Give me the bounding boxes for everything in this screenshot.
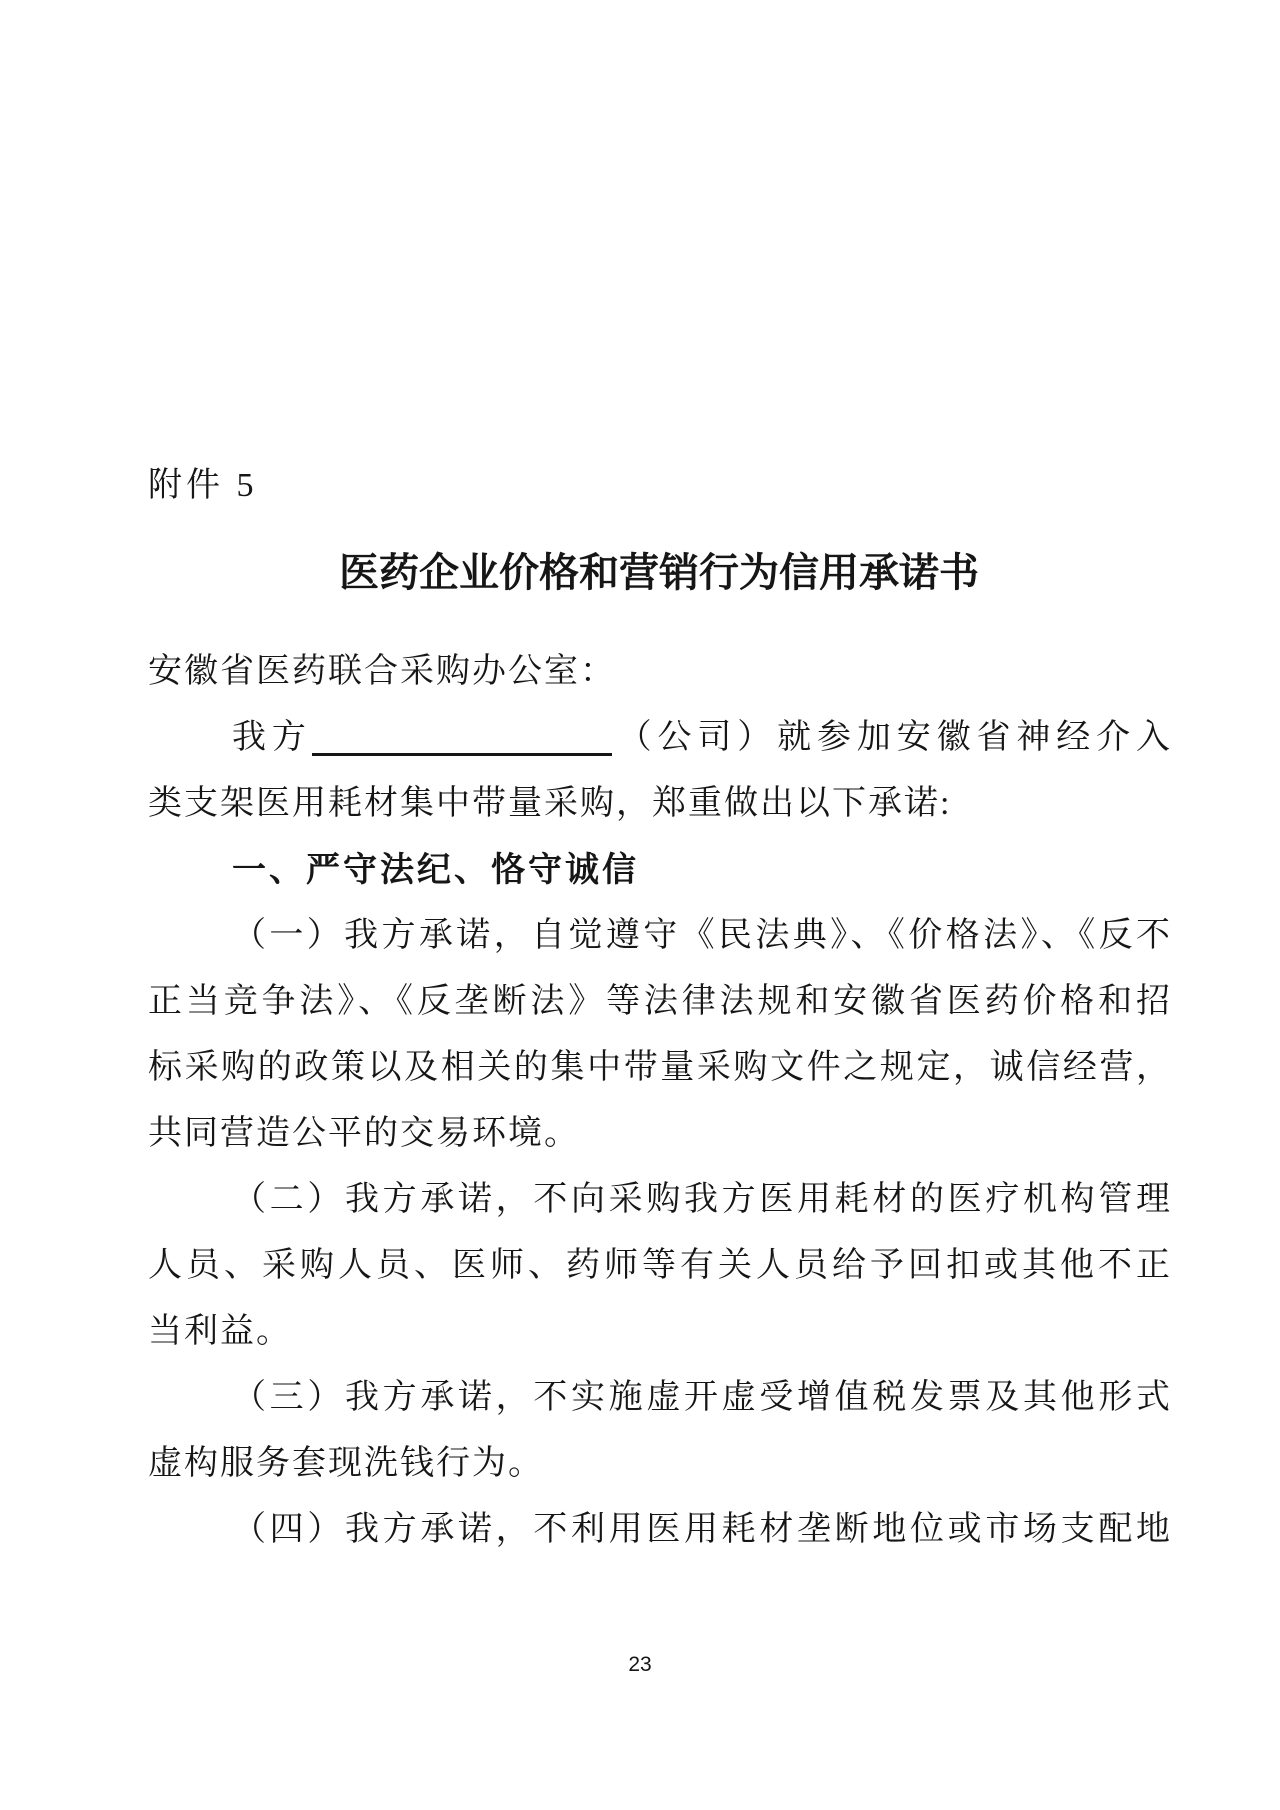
intro-tail: （公司）就参加安徽省神经介入 [611, 719, 1170, 756]
clause-4-line-1: （四）我方承诺，不利用医用耗材垄断地位或市场支配地 [232, 1511, 1170, 1548]
clause-1-line-3: 标采购的政策以及相关的集中带量采购文件之规定，诚信经营， [148, 1049, 1170, 1086]
intro-lead: 我方 [232, 719, 312, 756]
body-text [148, 639, 1170, 1563]
document-title: 医药企业价格和营销行为信用承诺书 [339, 550, 979, 595]
clause-1-line-4: 共同营造公平的交易环境。 [148, 1115, 580, 1152]
intro-line-2: 类支架医用耗材集中带量采购，郑重做出以下承诺: [148, 785, 952, 822]
attachment-label: 附件 5 [148, 467, 258, 504]
clause-2-line-3: 当利益。 [148, 1313, 292, 1350]
clause-1-line-1: （一）我方承诺，自觉遵守《民法典》、《价格法》、《反不 [232, 917, 1170, 954]
clause-3-line-1: （三）我方承诺，不实施虚开虚受增值税发票及其他形式 [232, 1379, 1170, 1416]
clause-2-line-2: 人员、采购人员、医师、药师等有关人员给予回扣或其他不正 [148, 1247, 1170, 1284]
page-number: 23 [628, 1653, 652, 1676]
clause-1-line-2: 正当竞争法》、《反垄断法》等法律法规和安徽省医药价格和招 [148, 983, 1170, 1020]
clause-2-line-1: （二）我方承诺，不向采购我方医用耗材的医疗机构管理 [232, 1181, 1170, 1218]
intro-line-1 [148, 705, 1170, 771]
clause-3-line-2: 虚构服务套现洗钱行为。 [148, 1445, 544, 1482]
section-1-heading: 一、严守法纪、恪守诚信 [232, 851, 639, 889]
salutation-line: 安徽省医药联合采购办公室： [148, 653, 616, 690]
company-name-blank [312, 715, 612, 756]
